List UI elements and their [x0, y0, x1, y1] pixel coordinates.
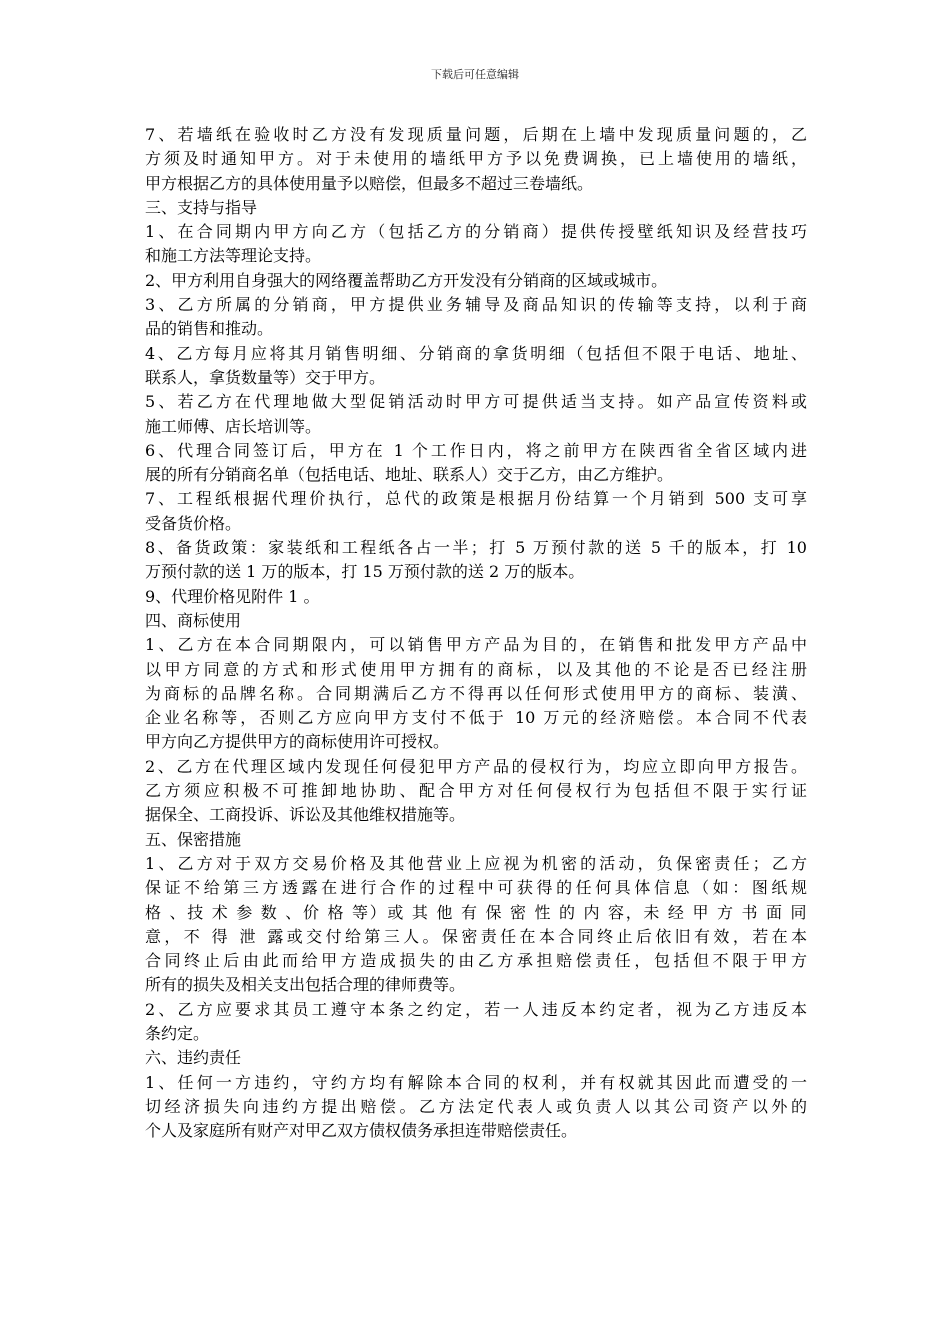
text-line: 2、乙方应要求其员工遵守本条之约定，若一人违反本约定者，视为乙方违反本 [145, 999, 807, 1019]
text-line: 据保全、工商投诉、诉讼及其他维权措施等。 [145, 805, 466, 825]
text-line: 以甲方同意的方式和形式使用甲方拥有的商标，以及其他的不论是否已经注册 [145, 659, 807, 679]
text-line: 万预付款的送 1 万的版本，打 15 万预付款的送 2 万的版本。 [145, 562, 585, 582]
text-line: 2、乙方在代理区域内发现任何侵犯甲方产品的侵权行为，均应立即向甲方报告。 [145, 756, 807, 776]
text-line: 格 、技 术 参 数 、价 格 等）或 其 他 有 保 密 性 的 内 容，未 经 甲 方 书 面 同 [145, 902, 807, 922]
text-line: 1、任何一方违约，守约方均有解除本合同的权利，并有权就其因此而遭受的一 [145, 1072, 807, 1092]
section-heading-liability: 六、违约责任 [145, 1048, 242, 1068]
text-line: 1、在合同期内甲方向乙方（包括乙方的分销商）提供传授壁纸知识及经营技巧 [145, 222, 807, 242]
text-line: 合同终止后由此而给甲方造成损失的由乙方承担赔偿责任，包括但不限于甲方 [145, 951, 807, 971]
text-line: 7、若墙纸在验收时乙方没有发现质量问题，后期在上墙中发现质量问题的，乙 [145, 125, 807, 144]
text-line: 施工师傅、店长培训等。 [145, 416, 322, 436]
text-line: 企业名称等，否则乙方应向甲方支付不低于 10 万元的经济赔偿。本合同不代表 [145, 708, 807, 728]
text-line: 1、乙方在本合同期限内，可以销售甲方产品为目的，在销售和批发甲方产品中 [145, 635, 807, 655]
header-note: 下载后可任意编辑 [431, 68, 519, 81]
text-line: 联系人，拿货数量等）交于甲方。 [145, 367, 386, 387]
text-line: 方须及时通知甲方。对于未使用的墙纸甲方予以免费调换，已上墙使用的墙纸， [145, 149, 807, 169]
text-line: 意，不 得 泄 露或交付给第三人。保密责任在本合同终止后依旧有效，若在本 [145, 926, 807, 946]
text-line: 甲方根据乙方的具体使用量予以赔偿，但最多不超过三卷墙纸。 [145, 173, 594, 193]
text-line: 7、工程纸根据代理价执行，总代的政策是根据月份结算一个月销到 500 支可享 [145, 489, 807, 509]
text-line: 受备货价格。 [145, 513, 242, 533]
text-line: 为商标的品牌名称。合同期满后乙方不得再以任何形式使用甲方的商标、装潢、 [145, 683, 807, 703]
text-line: 6、代理合同签订后，甲方在 1 个工作日内，将之前甲方在陕西省全省区域内进 [145, 440, 807, 460]
document-body [145, 123, 807, 1143]
text-line: 甲方向乙方提供甲方的商标使用许可授权。 [145, 732, 450, 752]
text-line: 3、乙方所属的分销商，甲方提供业务辅导及商品知识的传输等支持，以利于商 [145, 295, 807, 315]
text-line: 保证不给第三方透露在进行合作的过程中可获得的任何具体信息（如：图纸规 [145, 878, 807, 898]
text-line: 所有的损失及相关支出包括合理的律师费等。 [145, 975, 466, 995]
text-line: 切经济损失向违约方提出赔偿。乙方法定代表人或负责人以其公司资产以外的 [145, 1096, 807, 1116]
text-line: 8、备货政策：家装纸和工程纸各占一半；打 5 万预付款的送 5 千的版本，打 10 [145, 538, 807, 558]
section-heading-support: 三、支持与指导 [145, 197, 258, 217]
text-line: 2、甲方利用自身强大的网络覆盖帮助乙方开发没有分销商的区域或城市。 [145, 270, 668, 290]
text-line: 条约定。 [145, 1023, 210, 1043]
text-line: 4、乙方每月应将其月销售明细、分销商的拿货明细（包括但不限于电话、地址、 [145, 343, 807, 363]
text-line: 和施工方法等理论支持。 [145, 246, 322, 266]
text-line: 9、代理价格见附件 1 。 [145, 586, 320, 606]
section-heading-confidentiality: 五、保密措施 [145, 829, 242, 849]
text-line: 个人及家庭所有财产对甲乙双方债权债务承担连带赔偿责任。 [145, 1121, 578, 1141]
text-line: 品的销售和推动。 [145, 319, 274, 339]
section-heading-trademark: 四、商标使用 [145, 610, 242, 630]
text-line: 5、若乙方在代理地做大型促销活动时甲方可提供适当支持。如产品宣传资料或 [145, 392, 807, 412]
text-line: 1、乙方对于双方交易价格及其他营业上应视为机密的活动，负保密责任；乙方 [145, 853, 807, 873]
text-line: 展的所有分销商名单（包括电话、地址、联系人）交于乙方，由乙方维护。 [145, 465, 674, 485]
text-line: 乙方须应积极不可推卸地协助、配合甲方对任何侵权行为包括但不限于实行证 [145, 781, 807, 801]
